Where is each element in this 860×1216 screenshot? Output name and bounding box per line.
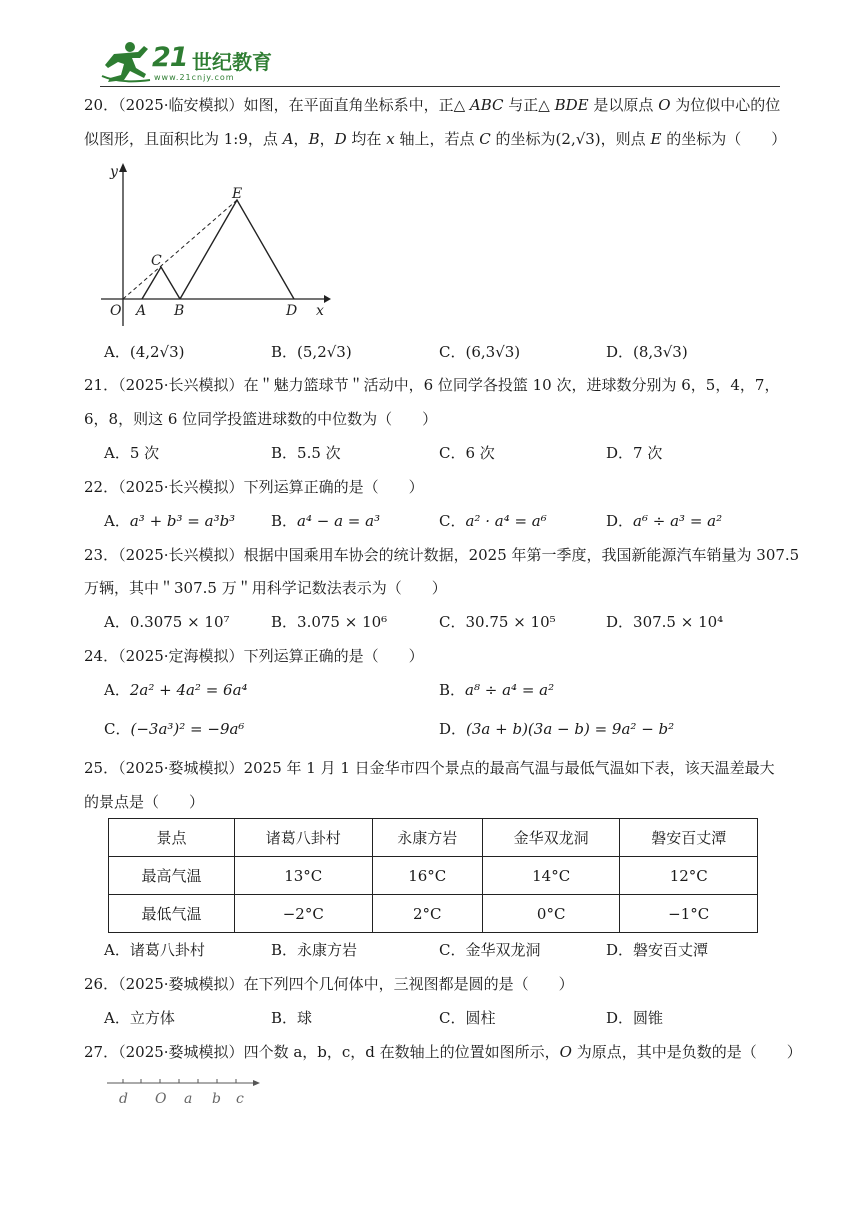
question-20-figure [96,160,336,330]
table-cell: 13°C [235,857,373,895]
logo-number: 21 [152,42,188,73]
table-cell: 12°C [620,857,758,895]
page-header [100,40,780,86]
option-a[interactable]: A．a³ + b³ = a³b³ [104,512,236,530]
option-a[interactable]: A．诸葛八卦村 [104,941,205,959]
table-cell: 永康方岩 [372,819,482,857]
option-b[interactable]: B．a⁸ ÷ a⁴ = a² [439,681,555,699]
option-d[interactable]: D．7 次 [606,444,663,462]
question-23-line-1: 23．（2025·长兴模拟）根据中国乘用车协会的统计数据，2025 年第一季度，我国新能源汽车销量为 307.5 [84,546,800,564]
option-b[interactable]: B．a⁴ − a = a³ [271,512,381,530]
option-c[interactable]: C．圆柱 [439,1009,496,1027]
option-c[interactable]: C．a² · a⁴ = a⁶ [439,512,547,530]
option-b[interactable]: B．5.5 次 [271,444,341,462]
option-d[interactable]: D．(8,3√3) [606,343,688,361]
figure-label-x: x [316,303,324,319]
option-d[interactable]: D．307.5 × 10⁴ [606,613,724,631]
question-21-line-1: 21．（2025·长兴模拟）在＂魅力篮球节＂活动中，6 位同学各投篮 10 次，进球数分别为 6，5，4，7， [84,376,780,394]
question-24-line-1: 24．（2025·定海模拟）下列运算正确的是（ ） [84,647,424,665]
option-c[interactable]: C．6 次 [439,444,495,462]
table-row [109,857,758,895]
option-a[interactable]: A．(4,2√3) [104,343,185,361]
number-line-label-a: a [184,1091,193,1107]
question-20-line-1: 20．（2025·临安模拟）如图，在平面直角坐标系中，正△ ABC 与正△ BDE 是以原点 O 为位似中心的位 [84,96,781,114]
question-27-number-line [104,1073,264,1109]
table-cell: −2°C [235,895,373,933]
option-a[interactable]: A．2a² + 4a² = 6a⁴ [104,681,248,699]
option-d[interactable]: D．磐安百丈潭 [606,941,709,959]
table-cell: 14°C [482,857,620,895]
question-23-line-2: 万辆，其中＂307.5 万＂用科学记数法表示为（ ） [84,579,447,597]
table-cell: 最高气温 [109,857,235,895]
option-b[interactable]: B．球 [271,1009,313,1027]
option-c[interactable]: C．金华双龙洞 [439,941,541,959]
table-cell: 磐安百丈潭 [620,819,758,857]
option-b[interactable]: B．(5,2√3) [271,343,352,361]
option-d[interactable]: D．圆锥 [606,1009,664,1027]
option-a[interactable]: A．0.3075 × 10⁷ [104,613,230,631]
logo-name: 世纪教育 [192,50,272,74]
table-cell: 景点 [109,819,235,857]
table-row [109,895,758,933]
table-cell: 16°C [372,857,482,895]
table-cell: 最低气温 [109,895,235,933]
logo-url: www.21cnjy.com [154,73,235,82]
option-c[interactable]: C．(6,3√3) [439,343,521,361]
number-line-label-d: d [119,1091,128,1107]
header-divider [100,86,780,87]
table-cell: 诸葛八卦村 [235,819,373,857]
point-c-coordinate: (2,√3) [555,130,601,148]
option-a[interactable]: A．立方体 [104,1009,175,1027]
question-21-line-2: 6，8，则这 6 位同学投篮进球数的中位数为（ ） [84,410,438,428]
table-cell: 2°C [372,895,482,933]
question-22-line-1: 22．（2025·长兴模拟）下列运算正确的是（ ） [84,478,424,496]
table-cell: −1°C [620,895,758,933]
figure-label-e: E [232,186,243,202]
figure-label-o: O [110,303,122,319]
question-26-line-1: 26．（2025·婺城模拟）在下列四个几何体中，三视图都是圆的是（ ） [84,975,574,993]
figure-label-b: B [174,303,185,319]
table-header-row [109,819,758,857]
option-c[interactable]: C．30.75 × 10⁵ [439,613,556,631]
table-cell: 金华双龙洞 [482,819,620,857]
figure-label-y: y [110,164,118,180]
figure-label-c: C [151,253,162,269]
option-c[interactable]: C．(−3a³)² = −9a⁶ [104,720,245,738]
question-20-line-2: 似图形，且面积比为 1:9，点 A，B，D 均在 x 轴上，若点 C 的坐标为(2,√3)，则点 E 的坐标为（ ） [84,130,787,148]
table-cell: 0°C [482,895,620,933]
option-b[interactable]: B．永康方岩 [271,941,358,959]
number-line-label-c: c [236,1091,244,1107]
question-25-line-1: 25．（2025·婺城模拟）2025 年 1 月 1 日金华市四个景点的最高气温与最低气温如下表，该天温差最大 [84,759,775,777]
question-source: （2025·临安模拟） [118,96,244,114]
option-a[interactable]: A．5 次 [104,444,160,462]
number-line-label-b: b [212,1091,221,1107]
option-b[interactable]: B．3.075 × 10⁶ [271,613,388,631]
option-d[interactable]: D．a⁶ ÷ a³ = a² [606,512,723,530]
runner-logo-icon [100,40,152,84]
option-d[interactable]: D．(3a + b)(3a − b) = 9a² − b² [439,720,675,738]
question-number: 20． [84,96,119,114]
temperature-table [108,818,758,933]
number-line-label-o: O [155,1091,167,1107]
question-25-line-2: 的景点是（ ） [84,793,205,811]
figure-label-a: A [136,303,147,319]
figure-label-d: D [286,303,298,319]
question-27-line-1: 27．（2025·婺城模拟）四个数 a，b，c，d 在数轴上的位置如图所示，O 为原点，其中是负数的是（ ） [84,1043,802,1061]
